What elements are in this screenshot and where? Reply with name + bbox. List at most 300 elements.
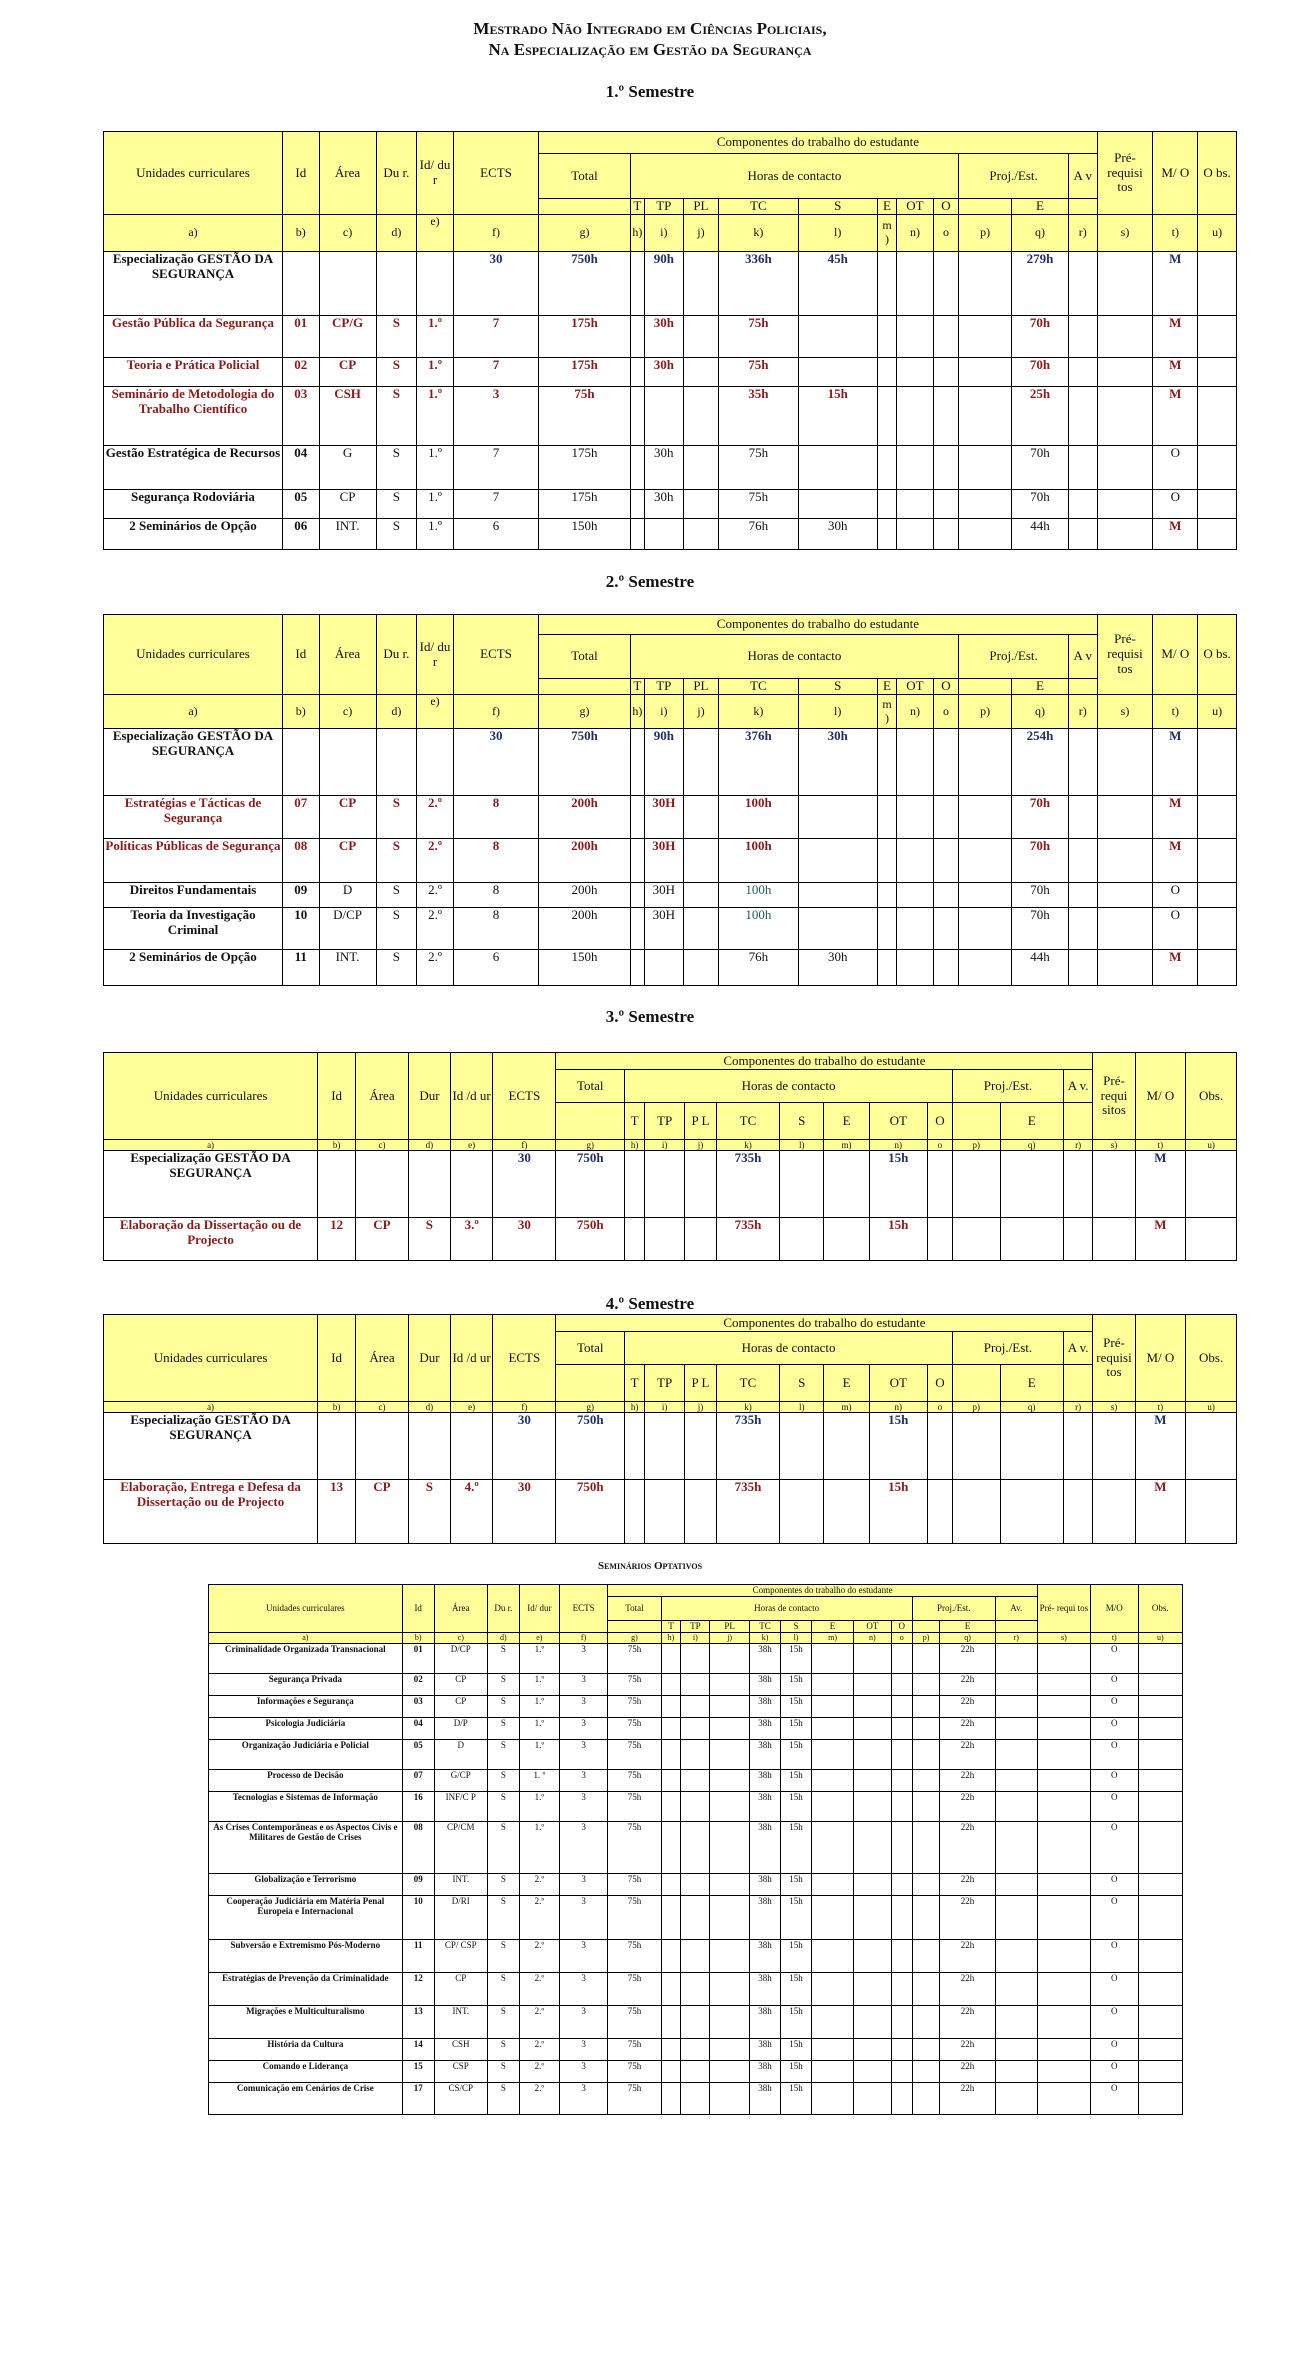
course-id bbox=[318, 1413, 356, 1480]
header-s: S bbox=[798, 679, 877, 695]
seminar-av bbox=[995, 1718, 1037, 1740]
seminar-o bbox=[891, 1740, 912, 1770]
seminar-tc: 38h bbox=[750, 1822, 781, 1874]
letter-n: n) bbox=[854, 1633, 892, 1644]
course-id bbox=[318, 1151, 356, 1218]
course-ot bbox=[897, 839, 934, 883]
seminar-total: 75h bbox=[608, 2061, 661, 2083]
header-componentes: Componentes do trabalho do estudante bbox=[539, 615, 1097, 635]
seminar-p bbox=[912, 2006, 940, 2039]
course-iddur: 1.º bbox=[417, 316, 454, 358]
seminar-ot bbox=[854, 1770, 892, 1792]
table-row bbox=[104, 252, 1237, 316]
seminar-area: D/CP bbox=[434, 1644, 487, 1674]
seminar-obs bbox=[1138, 1740, 1182, 1770]
course-iddur bbox=[417, 252, 454, 316]
course-iddur: 2.º bbox=[417, 908, 454, 950]
seminar-q: 22h bbox=[940, 1644, 995, 1674]
header-total: Total bbox=[539, 154, 631, 199]
course-obs bbox=[1198, 950, 1237, 986]
seminar-prereq bbox=[1037, 1940, 1090, 1973]
seminar-dur: S bbox=[487, 2061, 519, 2083]
letter-p: p) bbox=[959, 695, 1012, 729]
seminar-q: 22h bbox=[940, 1718, 995, 1740]
seminar-t bbox=[661, 2039, 681, 2061]
letter-g: g) bbox=[608, 1633, 661, 1644]
course-name: Elaboração da Dissertação ou de Projecto bbox=[104, 1218, 318, 1261]
seminar-ects: 3 bbox=[559, 1696, 608, 1718]
header-prerequisitos: Pré- requi sitos bbox=[1093, 1053, 1135, 1140]
seminar-o bbox=[891, 2039, 912, 2061]
seminar-name: As Crises Contemporâneas e os Aspectos Civis e Militares de Gestão de Crises bbox=[209, 1822, 403, 1874]
course-av bbox=[1069, 729, 1098, 796]
seminar-total: 75h bbox=[608, 1792, 661, 1822]
header-dur: Du r. bbox=[487, 1585, 519, 1633]
seminar-obs bbox=[1138, 1874, 1182, 1896]
seminar-p bbox=[912, 1674, 940, 1696]
course-tp bbox=[644, 519, 683, 550]
seminar-dur: S bbox=[487, 2083, 519, 2115]
header-ee: E bbox=[1000, 1365, 1063, 1402]
seminar-id: 14 bbox=[402, 2039, 434, 2061]
table-row bbox=[209, 2006, 1183, 2039]
course-dur: S bbox=[376, 839, 417, 883]
seminar-dur: S bbox=[487, 1740, 519, 1770]
course-ot bbox=[897, 252, 934, 316]
seminar-t bbox=[661, 1644, 681, 1674]
course-mo: O bbox=[1153, 908, 1198, 950]
seminar-s: 15h bbox=[781, 1674, 812, 1696]
seminar-e bbox=[812, 1874, 854, 1896]
header-blank bbox=[556, 1103, 625, 1140]
seminar-pl bbox=[710, 1740, 750, 1770]
seminar-s: 15h bbox=[781, 1822, 812, 1874]
document-title bbox=[0, 18, 1300, 60]
header-proj-est: Proj./Est. bbox=[912, 1597, 995, 1621]
course-q: 70h bbox=[1012, 316, 1069, 358]
course-obs bbox=[1198, 908, 1237, 950]
seminar-ot bbox=[854, 2006, 892, 2039]
course-pl bbox=[683, 519, 719, 550]
course-id: 12 bbox=[318, 1218, 356, 1261]
table-row bbox=[104, 796, 1237, 839]
seminar-av bbox=[995, 1792, 1037, 1822]
course-tc: 735h bbox=[716, 1151, 779, 1218]
course-total: 200h bbox=[539, 908, 631, 950]
course-t bbox=[630, 883, 644, 908]
seminar-ects: 3 bbox=[559, 2006, 608, 2039]
seminar-av bbox=[995, 2061, 1037, 2083]
course-dur bbox=[376, 729, 417, 796]
course-id: 11 bbox=[282, 950, 319, 986]
seminar-dur: S bbox=[487, 1644, 519, 1674]
header-obs: Obs. bbox=[1186, 1315, 1237, 1402]
course-q: 70h bbox=[1012, 796, 1069, 839]
course-mo: M bbox=[1135, 1480, 1186, 1544]
seminar-mo: O bbox=[1090, 1770, 1138, 1792]
seminar-area: D bbox=[434, 1740, 487, 1770]
seminar-pl bbox=[710, 1973, 750, 2006]
letter-o: o bbox=[927, 1140, 952, 1151]
letter-j: j) bbox=[685, 1402, 717, 1413]
seminar-prereq bbox=[1037, 2006, 1090, 2039]
seminar-area: CSH bbox=[434, 2039, 487, 2061]
letter-u: u) bbox=[1198, 215, 1237, 252]
header-tp: TP bbox=[644, 199, 683, 215]
semester-4-title: 4.º Semestre bbox=[605, 1294, 695, 1313]
course-t bbox=[630, 950, 644, 986]
course-p bbox=[959, 490, 1012, 519]
course-name: Especialização GESTÃO DA SEGURANÇA bbox=[104, 1151, 318, 1218]
semester-1-title: 1.º Semestre bbox=[605, 82, 695, 101]
course-prereq bbox=[1093, 1413, 1135, 1480]
course-t bbox=[625, 1413, 645, 1480]
course-s bbox=[798, 908, 877, 950]
course-name: Estratégias e Tácticas de Segurança bbox=[104, 796, 283, 839]
header-av: A v. bbox=[1063, 1070, 1093, 1103]
course-prereq bbox=[1097, 796, 1153, 839]
letter-d: d) bbox=[376, 695, 417, 729]
course-e bbox=[877, 796, 896, 839]
course-dur: S bbox=[376, 796, 417, 839]
header-mo: M/ O bbox=[1135, 1315, 1186, 1402]
course-av bbox=[1063, 1218, 1093, 1261]
letter-f: f) bbox=[453, 695, 538, 729]
header-area: Área bbox=[319, 132, 376, 215]
header-unidades: Unidades curriculares bbox=[104, 1315, 318, 1402]
seminar-e bbox=[812, 1973, 854, 2006]
course-t bbox=[630, 446, 644, 490]
header-ee: E bbox=[1012, 199, 1069, 215]
course-obs bbox=[1198, 316, 1237, 358]
seminar-s: 15h bbox=[781, 1718, 812, 1740]
seminar-iddur: 1.º bbox=[519, 1674, 559, 1696]
letter-r: r) bbox=[1069, 695, 1098, 729]
letter-i: i) bbox=[644, 695, 683, 729]
seminar-id: 16 bbox=[402, 1792, 434, 1822]
header-blank bbox=[539, 199, 631, 215]
course-o bbox=[927, 1413, 952, 1480]
letter-q: q) bbox=[1000, 1140, 1063, 1151]
course-pl bbox=[685, 1218, 717, 1261]
header-horas-contacto: Horas de contacto bbox=[630, 154, 958, 199]
course-area bbox=[356, 1151, 409, 1218]
header-av: A v. bbox=[1063, 1332, 1093, 1365]
seminar-pl bbox=[710, 2083, 750, 2115]
seminar-pl bbox=[710, 1874, 750, 1896]
course-e bbox=[824, 1151, 869, 1218]
course-tc: 735h bbox=[716, 1480, 779, 1544]
table-row bbox=[104, 1218, 1237, 1261]
course-name: Elaboração, Entrega e Defesa da Dissertação ou de Projecto bbox=[104, 1480, 318, 1544]
seminar-iddur: 2.º bbox=[519, 1940, 559, 1973]
seminar-iddur: 2.º bbox=[519, 2061, 559, 2083]
seminar-mo: O bbox=[1090, 2006, 1138, 2039]
semester-2-table bbox=[103, 614, 1237, 986]
seminar-area: CP/ CSP bbox=[434, 1940, 487, 1973]
letter-e: e) bbox=[519, 1633, 559, 1644]
course-mo: M bbox=[1135, 1218, 1186, 1261]
seminar-o bbox=[891, 1896, 912, 1940]
seminar-o bbox=[891, 2083, 912, 2115]
seminar-ot bbox=[854, 1940, 892, 1973]
letter-b: b) bbox=[318, 1140, 356, 1151]
header-id: Id bbox=[282, 615, 319, 695]
seminar-prereq bbox=[1037, 1973, 1090, 2006]
course-t bbox=[630, 387, 644, 446]
letter-i: i) bbox=[681, 1633, 710, 1644]
header-tc: TC bbox=[716, 1365, 779, 1402]
seminar-id: 17 bbox=[402, 2083, 434, 2115]
seminar-total: 75h bbox=[608, 1740, 661, 1770]
course-av bbox=[1069, 387, 1098, 446]
seminar-id: 09 bbox=[402, 1874, 434, 1896]
letter-row bbox=[104, 1140, 1237, 1151]
seminar-tc: 38h bbox=[750, 1896, 781, 1940]
header-ee: E bbox=[1012, 679, 1069, 695]
letter-n: n) bbox=[869, 1402, 927, 1413]
course-id: 04 bbox=[282, 446, 319, 490]
letter-row bbox=[104, 1402, 1237, 1413]
table-row bbox=[104, 358, 1237, 387]
course-q: 25h bbox=[1012, 387, 1069, 446]
course-t bbox=[625, 1480, 645, 1544]
seminar-p bbox=[912, 2083, 940, 2115]
letter-row bbox=[104, 695, 1237, 729]
course-id: 02 bbox=[282, 358, 319, 387]
course-e bbox=[877, 950, 896, 986]
seminar-t bbox=[661, 1822, 681, 1874]
course-obs bbox=[1198, 358, 1237, 387]
seminar-ects: 3 bbox=[559, 1940, 608, 1973]
header-e: E bbox=[877, 199, 896, 215]
letter-t: t) bbox=[1090, 1633, 1138, 1644]
course-o bbox=[927, 1480, 952, 1544]
seminar-pl bbox=[710, 1696, 750, 1718]
seminar-tc: 38h bbox=[750, 1644, 781, 1674]
seminar-ot bbox=[854, 1896, 892, 1940]
table-row bbox=[104, 446, 1237, 490]
seminar-pl bbox=[710, 2039, 750, 2061]
course-o bbox=[933, 446, 958, 490]
seminar-mo: O bbox=[1090, 1644, 1138, 1674]
course-name: Seminário de Metodologia do Trabalho Científico bbox=[104, 387, 283, 446]
seminar-dur: S bbox=[487, 2039, 519, 2061]
header-unidades: Unidades curriculares bbox=[104, 615, 283, 695]
seminar-iddur: 2.º bbox=[519, 1874, 559, 1896]
course-prereq bbox=[1093, 1480, 1135, 1544]
course-dur: S bbox=[376, 387, 417, 446]
course-q: 70h bbox=[1012, 358, 1069, 387]
seminar-q: 22h bbox=[940, 2006, 995, 2039]
course-e bbox=[824, 1218, 869, 1261]
seminar-iddur: 1.º bbox=[519, 1696, 559, 1718]
course-pl bbox=[685, 1151, 717, 1218]
letter-g: g) bbox=[539, 215, 631, 252]
course-tp bbox=[645, 1151, 685, 1218]
course-name: Teoria e Prática Policial bbox=[104, 358, 283, 387]
course-t bbox=[630, 796, 644, 839]
seminar-obs bbox=[1138, 1770, 1182, 1792]
course-av bbox=[1069, 252, 1098, 316]
course-obs bbox=[1186, 1480, 1237, 1544]
letter-s: s) bbox=[1097, 215, 1153, 252]
header-s: S bbox=[780, 1103, 824, 1140]
letter-f: f) bbox=[559, 1633, 608, 1644]
seminar-ects: 3 bbox=[559, 1896, 608, 1940]
course-mo: M bbox=[1153, 950, 1198, 986]
seminar-area: INF/C P bbox=[434, 1792, 487, 1822]
course-name: Direitos Fundamentais bbox=[104, 883, 283, 908]
letter-m: m) bbox=[824, 1402, 869, 1413]
letter-q: q) bbox=[940, 1633, 995, 1644]
course-s: 30h bbox=[798, 950, 877, 986]
course-ot: 15h bbox=[869, 1151, 927, 1218]
table-row bbox=[209, 1718, 1183, 1740]
course-o bbox=[933, 839, 958, 883]
course-e bbox=[877, 316, 896, 358]
header-total: Total bbox=[556, 1070, 625, 1103]
seminar-id: 03 bbox=[402, 1696, 434, 1718]
course-s: 45h bbox=[798, 252, 877, 316]
header-mo: M/ O bbox=[1153, 615, 1198, 695]
course-prereq bbox=[1097, 908, 1153, 950]
course-pl bbox=[683, 446, 719, 490]
seminar-mo: O bbox=[1090, 1940, 1138, 1973]
letter-r: r) bbox=[1069, 215, 1098, 252]
course-dur bbox=[408, 1413, 450, 1480]
course-area: D bbox=[319, 883, 376, 908]
course-ects: 7 bbox=[453, 490, 538, 519]
course-ects: 30 bbox=[453, 729, 538, 796]
seminar-name: Tecnologias e Sistemas de Informação bbox=[209, 1792, 403, 1822]
seminar-tc: 38h bbox=[750, 1696, 781, 1718]
seminar-av bbox=[995, 1940, 1037, 1973]
seminar-iddur: 1.º bbox=[519, 1792, 559, 1822]
course-tc: 735h bbox=[716, 1413, 779, 1480]
header-e: E bbox=[877, 679, 896, 695]
course-id: 03 bbox=[282, 387, 319, 446]
seminar-o bbox=[891, 1770, 912, 1792]
course-av bbox=[1069, 358, 1098, 387]
letter-p: p) bbox=[912, 1633, 940, 1644]
letter-c: c) bbox=[319, 215, 376, 252]
seminar-ects: 3 bbox=[559, 1973, 608, 2006]
table-row bbox=[209, 2083, 1183, 2115]
course-tc: 75h bbox=[719, 316, 798, 358]
letter-a: a) bbox=[209, 1633, 403, 1644]
header-e: E bbox=[824, 1365, 869, 1402]
seminar-area: G/CP bbox=[434, 1770, 487, 1792]
table-row bbox=[209, 1792, 1183, 1822]
header-area: Área bbox=[356, 1315, 409, 1402]
seminar-av bbox=[995, 2006, 1037, 2039]
header-tc: TC bbox=[719, 679, 798, 695]
seminar-tc: 38h bbox=[750, 1770, 781, 1792]
letter-n: n) bbox=[869, 1140, 927, 1151]
header-ects: ECTS bbox=[559, 1585, 608, 1633]
course-tp bbox=[645, 1413, 685, 1480]
course-q: 44h bbox=[1012, 519, 1069, 550]
course-e bbox=[877, 908, 896, 950]
header-pl: PL bbox=[683, 199, 719, 215]
course-av bbox=[1069, 883, 1098, 908]
header-av: A v bbox=[1069, 154, 1098, 199]
course-dur: S bbox=[376, 316, 417, 358]
course-prereq bbox=[1097, 387, 1153, 446]
seminar-id: 05 bbox=[402, 1740, 434, 1770]
seminar-tc: 38h bbox=[750, 1940, 781, 1973]
header-tp: TP bbox=[645, 1365, 685, 1402]
course-p bbox=[959, 908, 1012, 950]
course-ot bbox=[897, 490, 934, 519]
letter-m: m ) bbox=[877, 215, 896, 252]
table-row bbox=[209, 1770, 1183, 1792]
course-ot bbox=[897, 883, 934, 908]
header-blank bbox=[556, 1365, 625, 1402]
course-tc: 76h bbox=[719, 519, 798, 550]
letter-f: f) bbox=[453, 215, 538, 252]
seminar-total: 75h bbox=[608, 2039, 661, 2061]
seminar-id: 15 bbox=[402, 2061, 434, 2083]
letter-row bbox=[209, 1633, 1183, 1644]
course-t bbox=[625, 1218, 645, 1261]
header-t: T bbox=[625, 1365, 645, 1402]
seminar-dur: S bbox=[487, 1770, 519, 1792]
letter-r: r) bbox=[1063, 1140, 1093, 1151]
letter-m: m) bbox=[812, 1633, 854, 1644]
course-name: Segurança Rodoviária bbox=[104, 490, 283, 519]
semester-1-table bbox=[103, 131, 1237, 550]
letter-j: j) bbox=[683, 215, 719, 252]
header-id: Id bbox=[318, 1315, 356, 1402]
course-mo: M bbox=[1135, 1151, 1186, 1218]
seminar-ot bbox=[854, 1740, 892, 1770]
header-o: O bbox=[927, 1103, 952, 1140]
course-iddur: 2.º bbox=[417, 950, 454, 986]
seminar-area: CS/CP bbox=[434, 2083, 487, 2115]
letter-p: p) bbox=[953, 1402, 1000, 1413]
seminar-name: Estratégias de Prevenção da Criminalidade bbox=[209, 1973, 403, 2006]
header-blank bbox=[912, 1621, 940, 1633]
seminar-p bbox=[912, 1822, 940, 1874]
table-row bbox=[104, 316, 1237, 358]
letter-g: g) bbox=[539, 695, 631, 729]
header-o: O bbox=[891, 1621, 912, 1633]
seminar-prereq bbox=[1037, 1696, 1090, 1718]
course-o bbox=[927, 1151, 952, 1218]
header-dur: Dur bbox=[408, 1053, 450, 1140]
seminar-iddur: 1.º bbox=[519, 1644, 559, 1674]
course-area bbox=[319, 252, 376, 316]
course-id: 05 bbox=[282, 490, 319, 519]
course-mo: O bbox=[1153, 883, 1198, 908]
seminar-prereq bbox=[1037, 1674, 1090, 1696]
course-mo: M bbox=[1153, 316, 1198, 358]
seminar-o bbox=[891, 1822, 912, 1874]
seminar-prereq bbox=[1037, 2061, 1090, 2083]
seminar-tp bbox=[681, 1674, 710, 1696]
course-id: 09 bbox=[282, 883, 319, 908]
course-ects: 7 bbox=[453, 316, 538, 358]
seminar-ot bbox=[854, 1973, 892, 2006]
seminar-ot bbox=[854, 2061, 892, 2083]
course-av bbox=[1069, 446, 1098, 490]
course-prereq bbox=[1093, 1151, 1135, 1218]
seminar-iddur: 2.º bbox=[519, 2006, 559, 2039]
course-obs bbox=[1198, 252, 1237, 316]
course-total: 150h bbox=[539, 519, 631, 550]
